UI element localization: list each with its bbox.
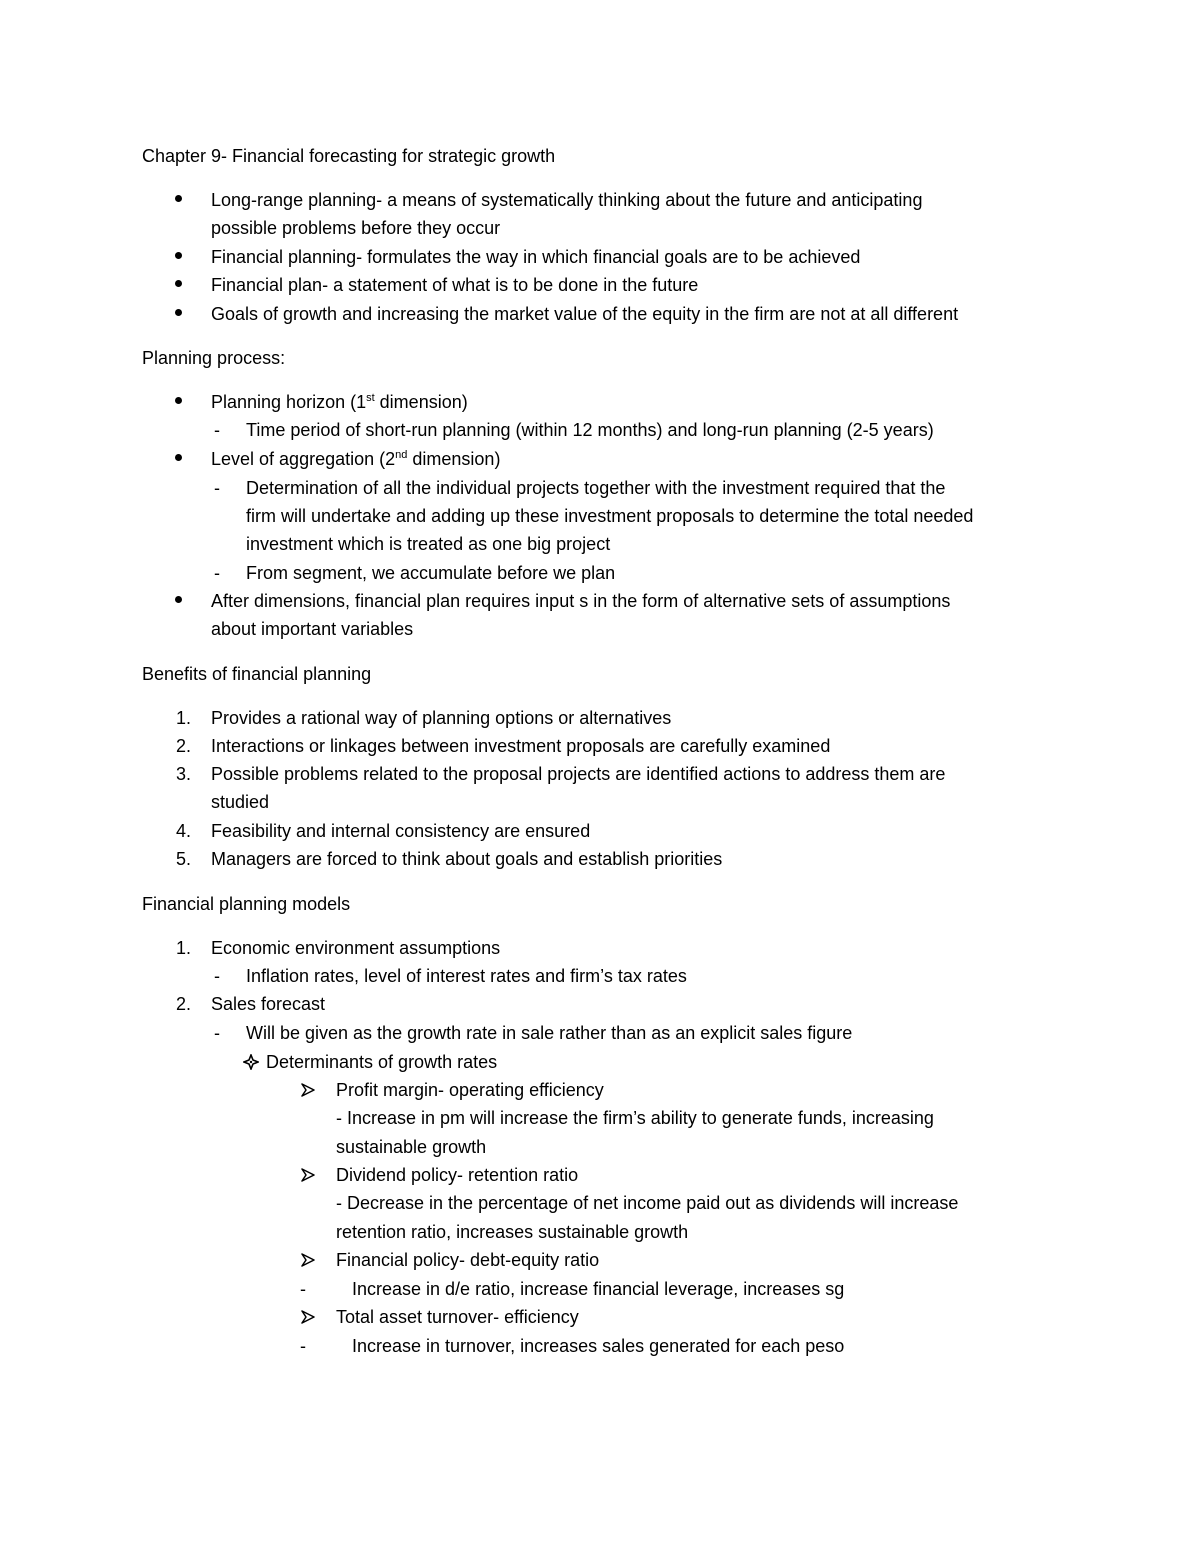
list-subitem-continuation: firm will undertake and adding up these investment proposals to determine the total needed: [246, 506, 974, 526]
list-number: 2.: [176, 736, 192, 756]
list-number: 3.: [176, 764, 192, 784]
dash-marker: -: [300, 1279, 306, 1299]
bullet-icon: [175, 596, 182, 603]
numbered-item: Sales forecast: [211, 994, 326, 1014]
page-title: Chapter 9- Financial forecasting for strategic growth: [142, 146, 556, 166]
arrow-item-detail: sustainable growth: [336, 1137, 487, 1157]
bullet-icon: [175, 454, 182, 461]
numbered-item: Possible problems related to the proposal projects are identified actions to address them are: [211, 764, 946, 784]
list-item: After dimensions, financial plan requires input s in the form of alternative sets of assumptions: [211, 591, 951, 611]
list-item: Level of aggregation (2nd dimension): [211, 449, 501, 469]
numbered-item: Interactions or linkages between investment proposals are carefully examined: [211, 736, 831, 756]
numbered-item: Feasibility and internal consistency are ensured: [211, 821, 591, 841]
list-subitem: From segment, we accumulate before we plan: [246, 563, 616, 583]
sub-heading: Determinants of growth rates: [266, 1052, 498, 1072]
arrow-item-detail: Increase in d/e ratio, increase financial leverage, increases sg: [352, 1279, 845, 1299]
section-heading: Financial planning models: [142, 894, 351, 914]
dash-marker: -: [214, 1023, 220, 1043]
list-subitem: Determination of all the individual projects together with the investment required that the: [246, 478, 946, 498]
bullet-icon: [175, 309, 182, 316]
arrow-bullet-icon: [301, 1253, 315, 1267]
arrow-bullet-icon: [301, 1310, 315, 1324]
bullet-icon: [175, 252, 182, 259]
bullet-icon: [175, 195, 182, 202]
list-item: Planning horizon (1st dimension): [211, 392, 468, 412]
section-heading: Benefits of financial planning: [142, 664, 372, 684]
list-item: Financial planning- formulates the way in which financial goals are to be achieved: [211, 247, 861, 267]
arrow-item: Profit margin- operating efficiency: [336, 1080, 604, 1100]
list-number: 1.: [176, 938, 192, 958]
bullet-icon: [175, 280, 182, 287]
arrow-item-detail: retention ratio, increases sustainable growth: [336, 1222, 689, 1242]
list-number: 4.: [176, 821, 192, 841]
list-number: 1.: [176, 708, 192, 728]
list-subitem: Inflation rates, level of interest rates and firm’s tax rates: [246, 966, 687, 986]
numbered-item-continuation: studied: [211, 792, 270, 812]
arrow-bullet-icon: [301, 1083, 315, 1097]
arrow-item: Financial policy- debt-equity ratio: [336, 1250, 600, 1270]
arrow-bullet-icon: [301, 1168, 315, 1182]
arrow-item-detail: Increase in turnover, increases sales generated for each peso: [352, 1336, 845, 1356]
list-subitem-continuation: investment which is treated as one big project: [246, 534, 611, 554]
list-subitem: Will be given as the growth rate in sale rather than as an explicit sales figure: [246, 1023, 853, 1043]
list-item-continuation: possible problems before they occur: [211, 218, 501, 238]
dash-marker: -: [214, 478, 220, 498]
numbered-item: Provides a rational way of planning options or alternatives: [211, 708, 672, 728]
dash-marker: -: [300, 1336, 306, 1356]
diamond-bullet-icon: [243, 1054, 259, 1070]
arrow-item-detail: - Decrease in the percentage of net income paid out as dividends will increase: [336, 1193, 959, 1213]
dash-marker: -: [214, 420, 220, 440]
list-number: 2.: [176, 994, 192, 1014]
section-heading: Planning process:: [142, 348, 286, 368]
dash-marker: -: [214, 966, 220, 986]
list-item: Goals of growth and increasing the market value of the equity in the firm are not at all different: [211, 304, 959, 324]
bullet-icon: [175, 397, 182, 404]
list-number: 5.: [176, 849, 192, 869]
arrow-item: Dividend policy- retention ratio: [336, 1165, 579, 1185]
list-item: Long-range planning- a means of systematically thinking about the future and anticipating: [211, 190, 923, 210]
numbered-item: Economic environment assumptions: [211, 938, 501, 958]
list-item-continuation: about important variables: [211, 619, 414, 639]
numbered-item: Managers are forced to think about goals and establish priorities: [211, 849, 723, 869]
arrow-item: Total asset turnover- efficiency: [336, 1307, 579, 1327]
dash-marker: -: [214, 563, 220, 583]
list-subitem: Time period of short-run planning (within 12 months) and long-run planning (2-5 years): [246, 420, 934, 440]
list-item: Financial plan- a statement of what is to be done in the future: [211, 275, 699, 295]
arrow-item-detail: - Increase in pm will increase the firm’s ability to generate funds, increasing: [336, 1108, 934, 1128]
